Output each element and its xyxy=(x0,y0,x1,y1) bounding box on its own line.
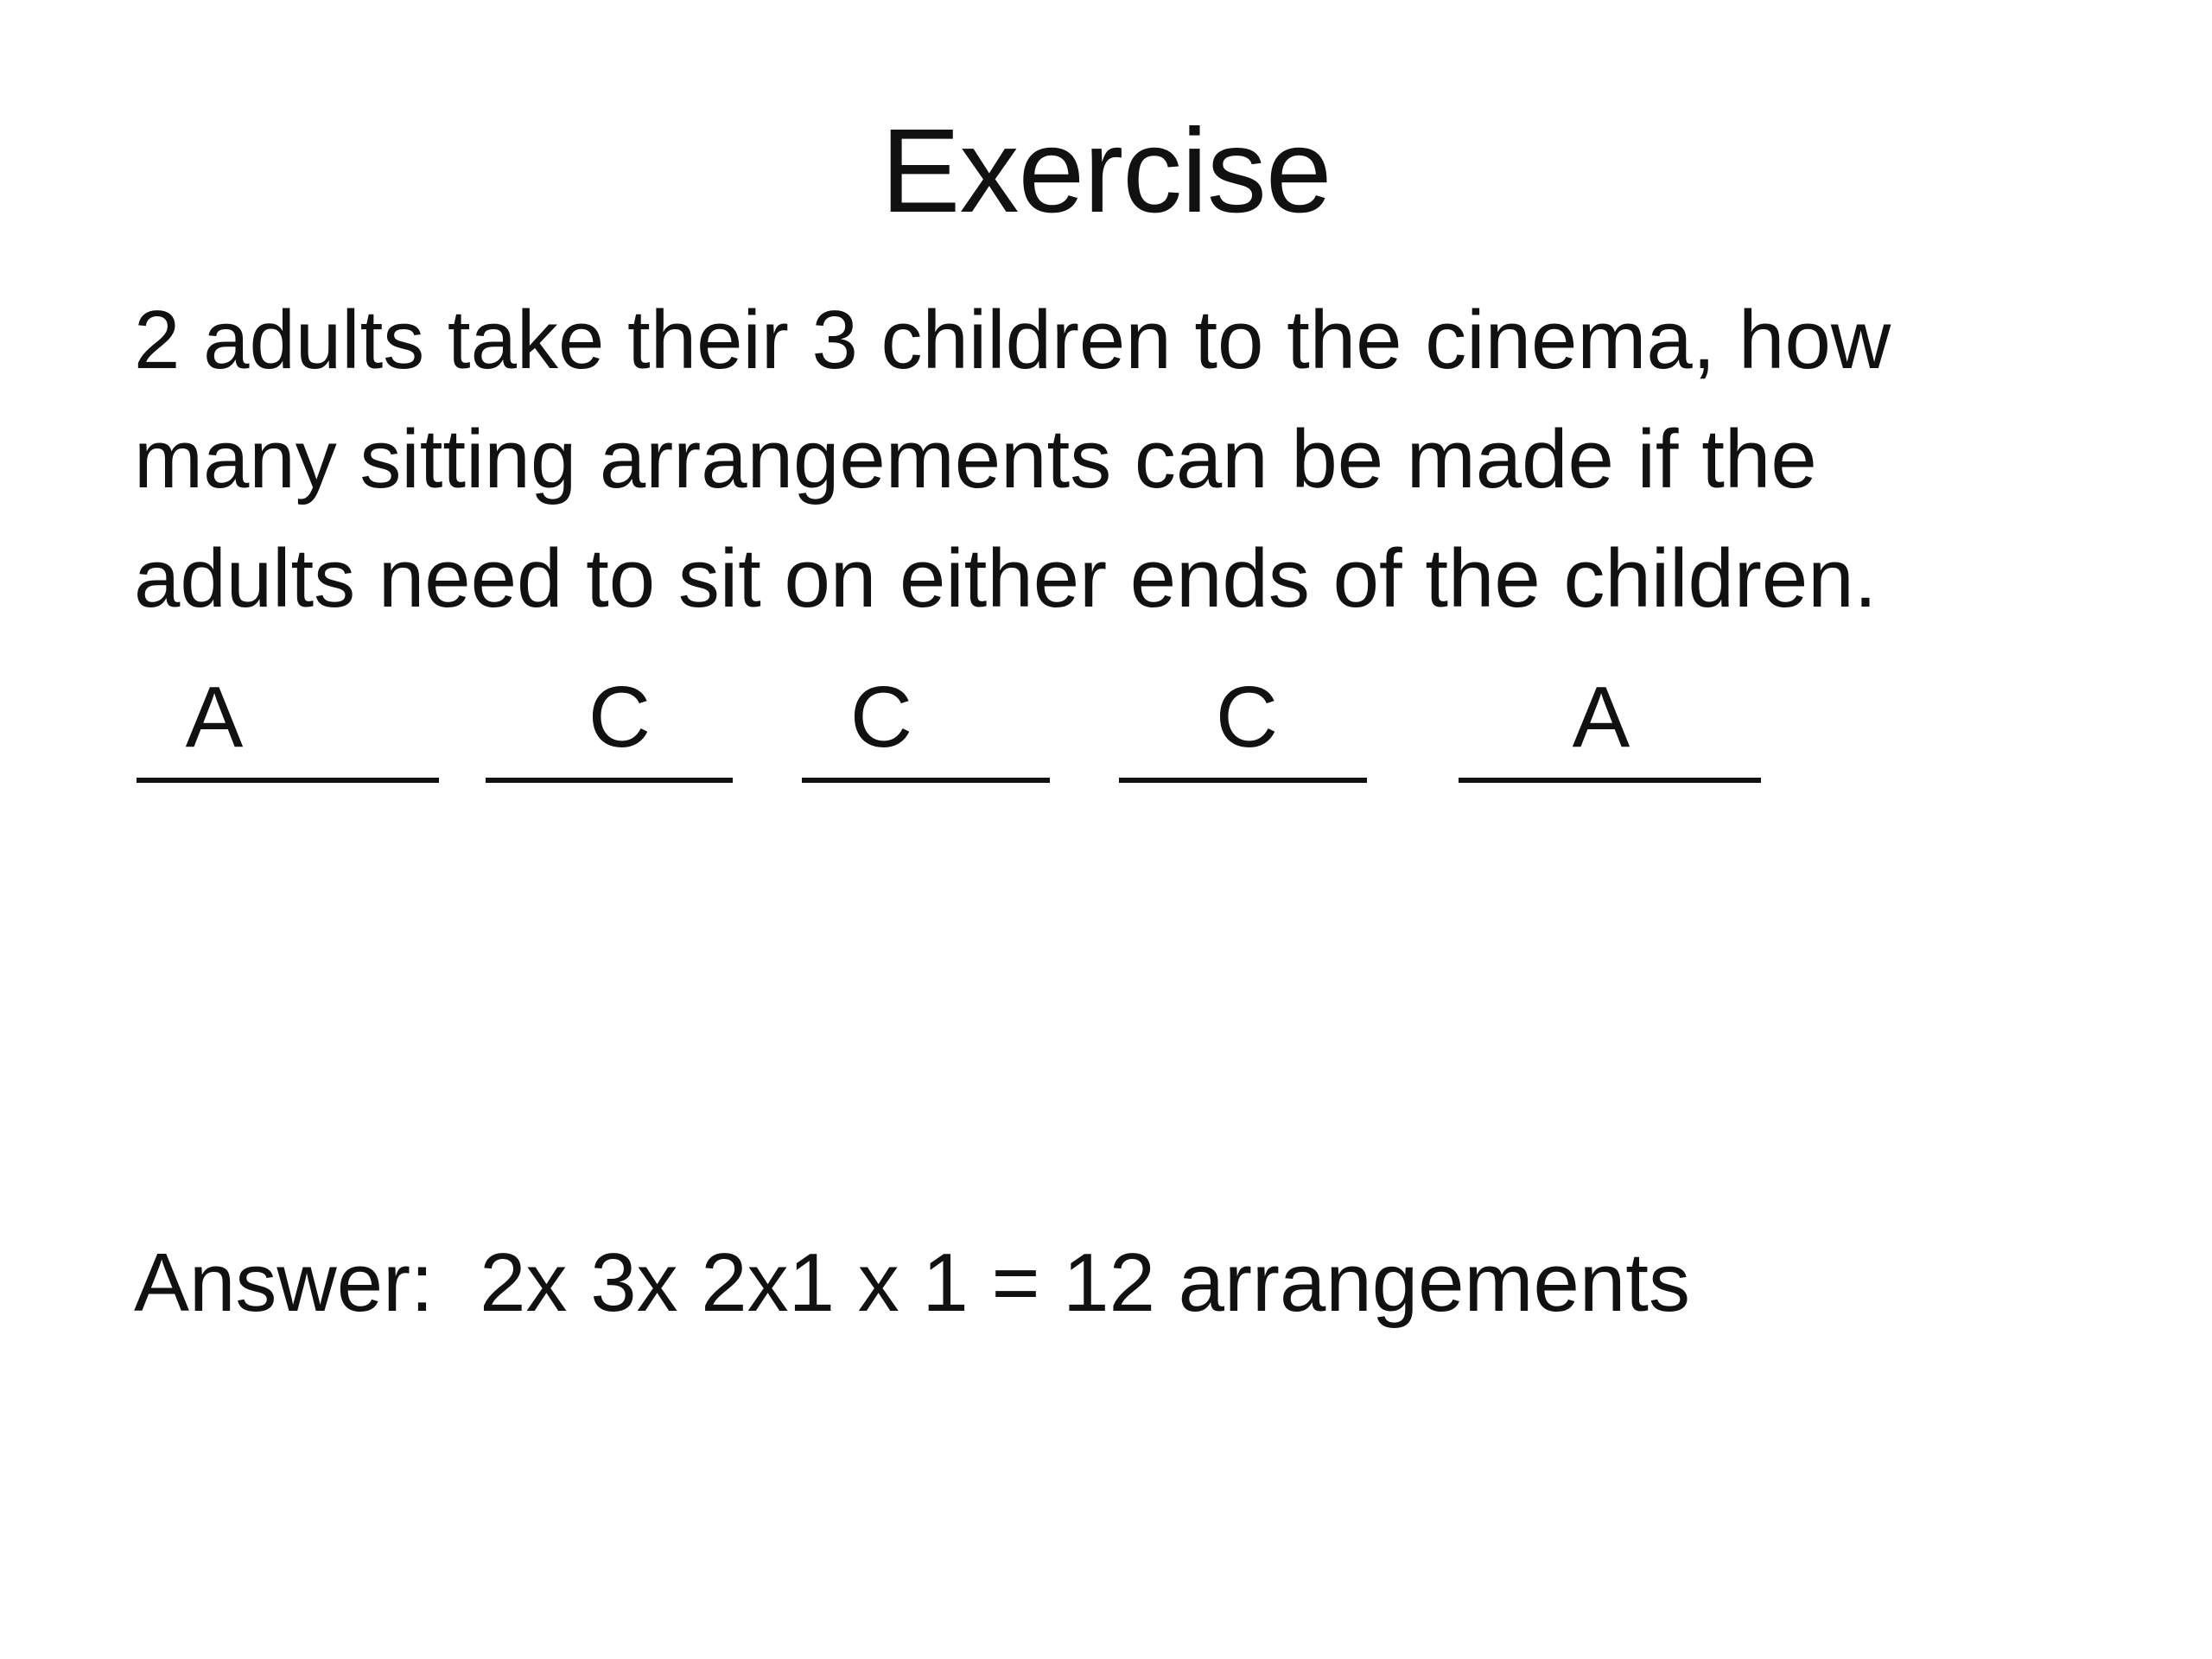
question-line: 2 adults take their 3 children to the cinema, how xyxy=(134,294,1891,386)
seat-letter: A xyxy=(1572,669,1630,766)
seat-letter: A xyxy=(185,669,244,766)
answer-text: Answer: 2x 3x 2x1 x 1 = 12 arrangements xyxy=(134,1236,1690,1329)
seat-letter: C xyxy=(849,669,913,766)
seat-slots xyxy=(0,665,2212,786)
seat-slot-4 xyxy=(1119,665,1367,783)
question-line: adults need to sit on either ends of the children. xyxy=(134,532,1878,625)
question-text xyxy=(134,281,2121,639)
seat-slot-3 xyxy=(802,665,1050,783)
seat-slot-1 xyxy=(137,665,439,783)
seat-slot-2 xyxy=(486,665,733,783)
seat-letter: C xyxy=(1215,669,1279,766)
question-line: many sitting arrangements can be made if the xyxy=(134,413,1817,505)
seat-slot-5 xyxy=(1459,665,1761,783)
seat-letter: C xyxy=(588,669,652,766)
slide-title: Exercise xyxy=(880,105,1332,238)
